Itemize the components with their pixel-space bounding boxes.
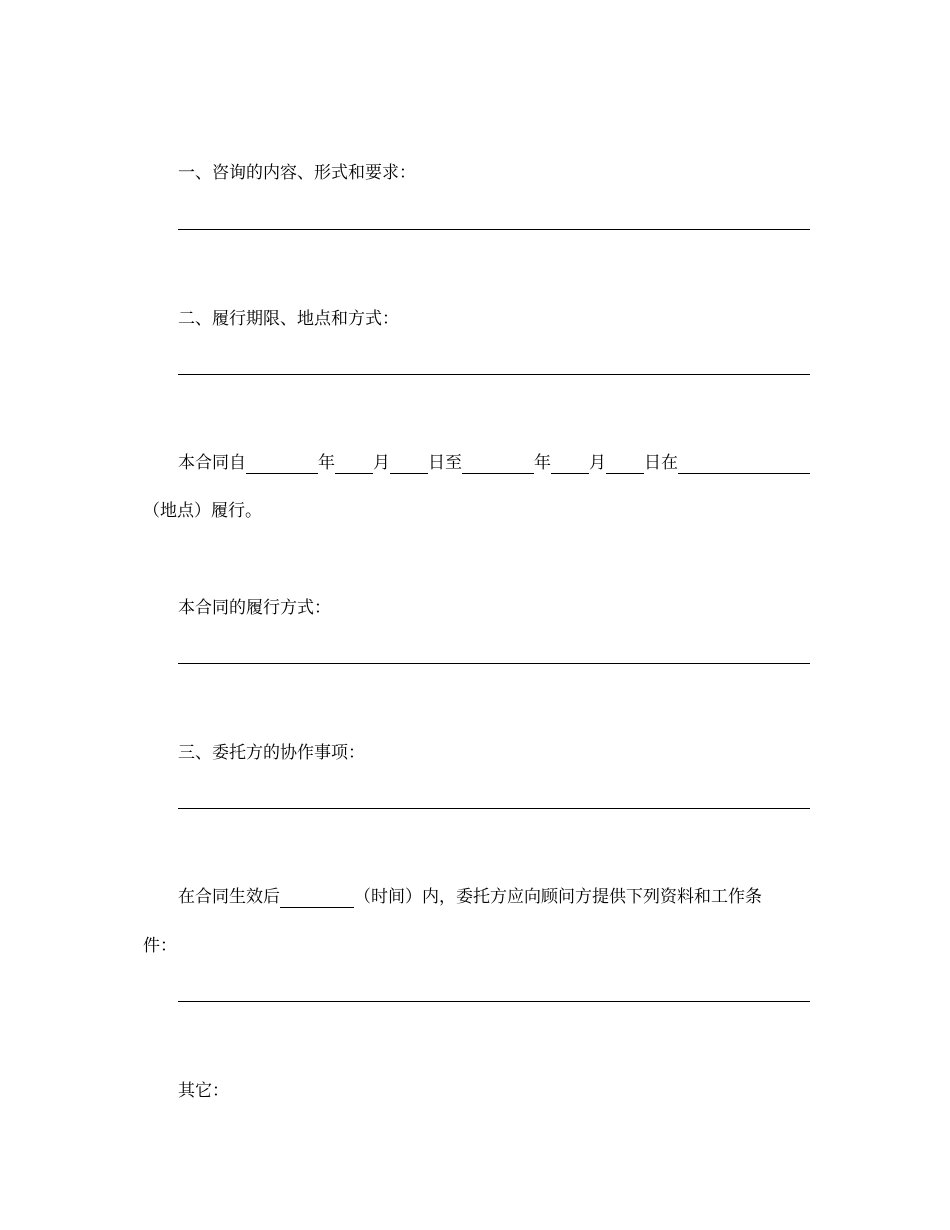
start-month-label: 月 [373, 453, 390, 473]
time-blank[interactable] [280, 890, 354, 908]
section1-title: 一、咨询的内容、形式和要求： [178, 163, 416, 183]
start-year-blank[interactable] [246, 456, 318, 474]
provide-row [178, 886, 810, 908]
provide-continuation: 件： [143, 936, 177, 956]
provide-prefix: 在合同生效后 [178, 887, 280, 907]
provide-fill-line[interactable] [178, 1001, 810, 1002]
method-fill-line[interactable] [178, 663, 810, 664]
section2-title: 二、履行期限、地点和方式： [178, 309, 399, 329]
end-month-blank[interactable] [551, 456, 589, 474]
period-continuation: （地点）履行。 [143, 501, 262, 521]
provide-suffix: （时间）内，委托方应向顾问方提供下列资料和工作条 [354, 887, 762, 907]
period-row [178, 452, 810, 474]
section3-title: 三、委托方的协作事项： [178, 743, 365, 763]
location-blank[interactable] [678, 456, 810, 474]
method-label: 本合同的履行方式： [178, 598, 331, 618]
period-prefix: 本合同自 [178, 453, 246, 473]
end-day-label: 日在 [644, 453, 678, 473]
start-year-label: 年 [318, 453, 335, 473]
section3-fill-line[interactable] [178, 808, 810, 809]
other-label: 其它： [178, 1081, 229, 1101]
start-day-label: 日至 [428, 453, 462, 473]
end-year-label: 年 [534, 453, 551, 473]
section1-fill-line[interactable] [178, 229, 810, 230]
start-month-blank[interactable] [335, 456, 373, 474]
section2-fill-line[interactable] [178, 374, 810, 375]
start-day-blank[interactable] [390, 456, 428, 474]
end-day-blank[interactable] [606, 456, 644, 474]
end-year-blank[interactable] [462, 456, 534, 474]
end-month-label: 月 [589, 453, 606, 473]
